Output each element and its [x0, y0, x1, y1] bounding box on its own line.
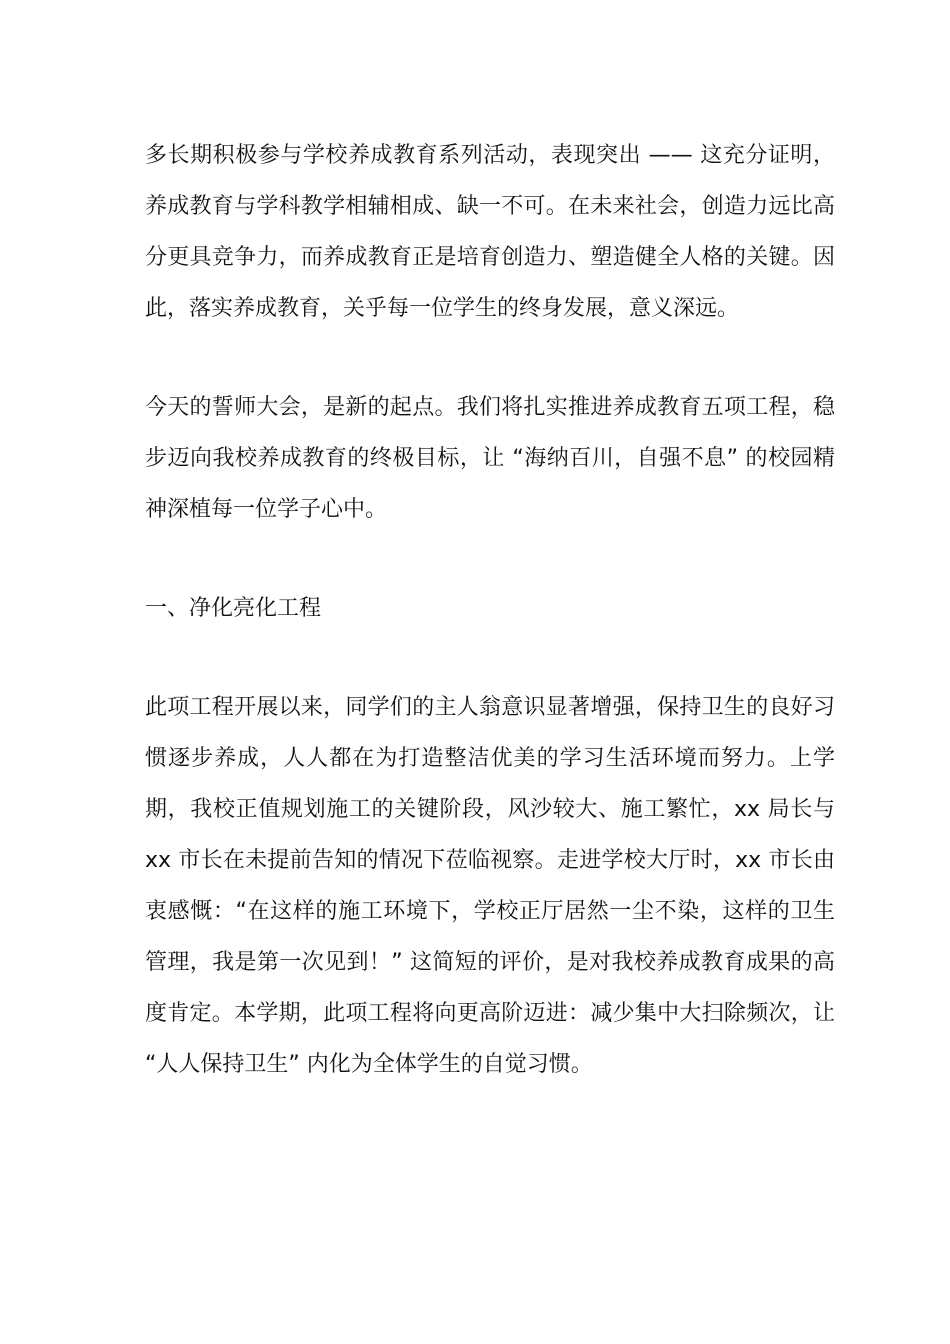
section-heading-purification-project: 一、净化亮化工程 [145, 596, 322, 621]
paragraph-nurturing-education-significance: 多长期积极参与学校养成教育系列活动，表现突出 —— 这充分证明，养成教育与学科教学相辅相成、缺一不可。在未来社会，创造力远比高分更具竞争力，而养成教育正是培育创造力、塑造健全人格的关键。因此，落实养成教育，关乎每一位学生的终身发展，意义深远。 [145, 143, 835, 321]
document-body [145, 130, 835, 1090]
paragraph-purification-project-details: 此项工程开展以来，同学们的主人翁意识显著增强，保持卫生的良好习惯逐步养成，人人都在为打造整洁优美的学习生活环境而努力。上学期，我校正值规划施工的关键阶段，风沙较大、施工繁忙，xx 局长与 xx 市长在未提前告知的情况下莅临视察。走进学校大厅时，xx 市长由衷感慨：“在这样的施工环境下，学校正厅居然一尘不染，这样的卫生管理，我是第一次见到！” 这简短的评价，是对我校养成教育成果的高度肯定。本学期，此项工程将向更高阶迈进：减少集中大扫除频次，让 “人人保持卫生” 内化为全体学生的自觉习惯。 [145, 695, 835, 1077]
paragraph-oath-rally: 今天的誓师大会，是新的起点。我们将扎实推进养成教育五项工程，稳步迈向我校养成教育的终极目标，让 “海纳百川，自强不息” 的校园精神深植每一位学子心中。 [145, 395, 835, 522]
